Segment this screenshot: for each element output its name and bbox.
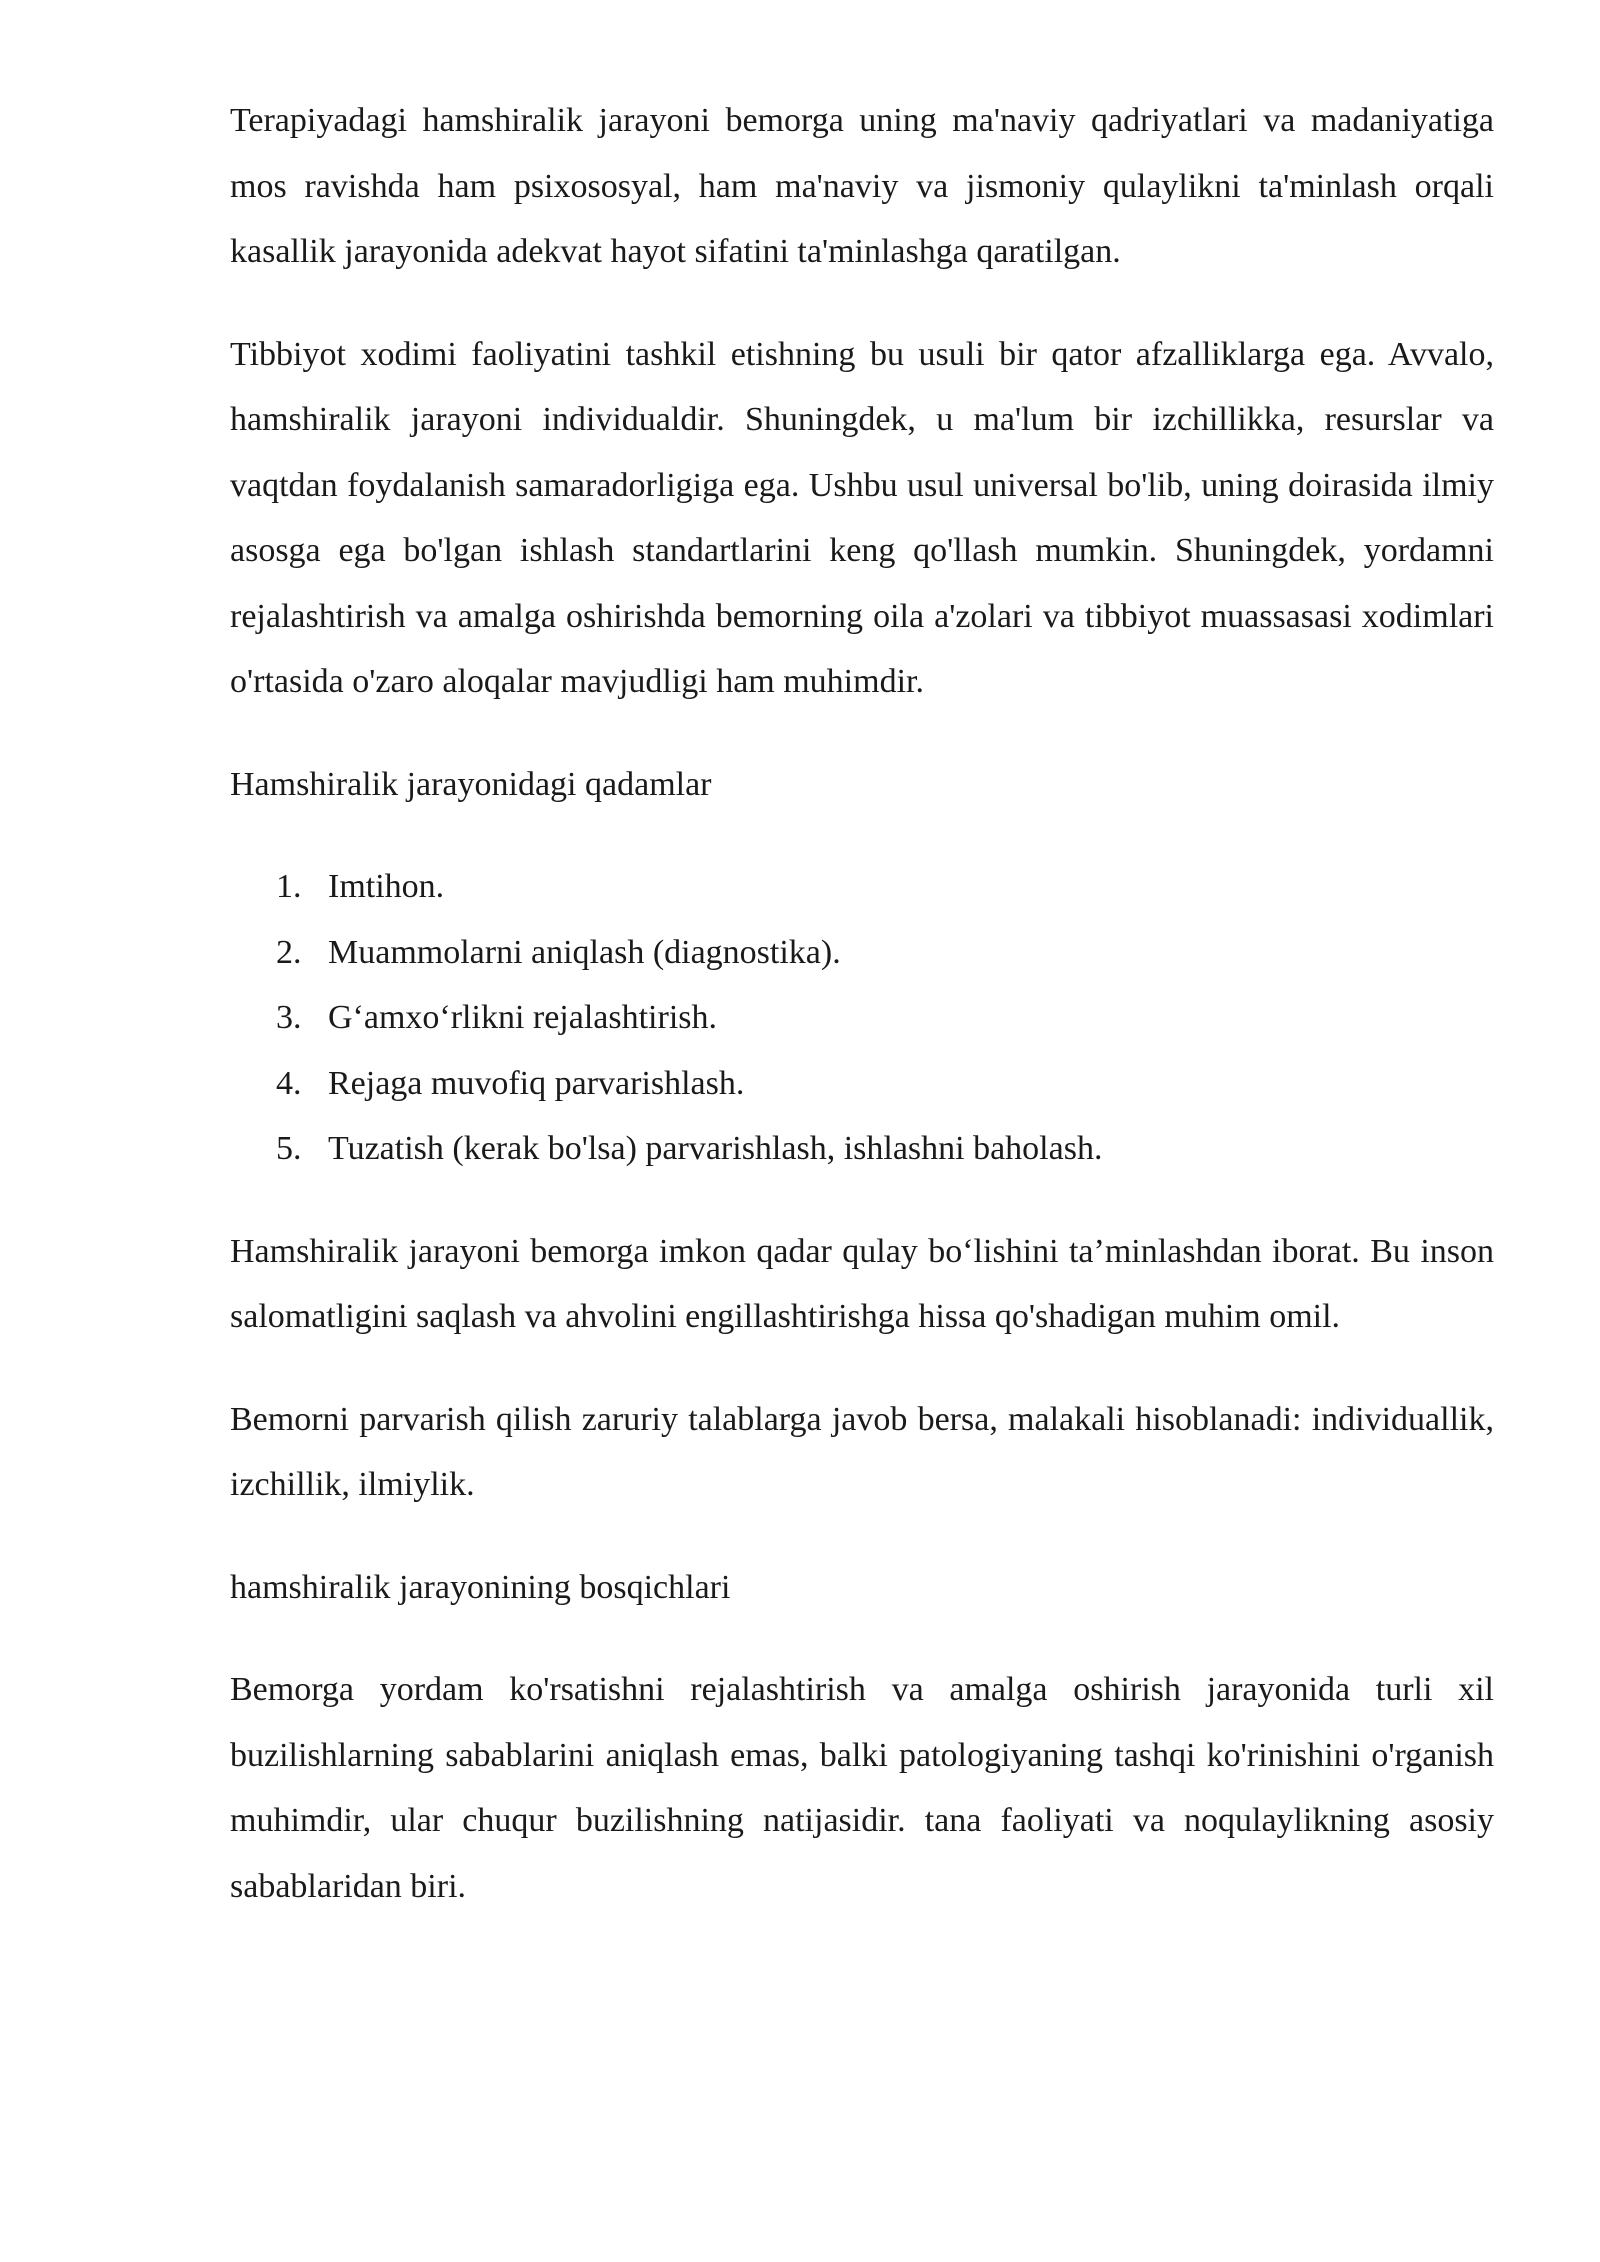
comfort-paragraph: Hamshiralik jarayoni bemorga imkon qadar qulay bo‘lishini ta’minlashdan iborat. Bu inson salomatligini saqlash va ahvolini engillashtirishga hissa qo'shadigan muhim omil. — [230, 1232, 1494, 1335]
steps-list — [230, 854, 1494, 1182]
list-item-number: 1. — [276, 868, 302, 905]
list-item-number: 3. — [276, 999, 302, 1036]
list-item-text: Rejaga muvofiq parvarishlash. — [328, 1064, 745, 1102]
list-item-number: 4. — [276, 1064, 302, 1102]
intro-paragraph: Terapiyadagi hamshiralik jarayoni bemorga uning ma'naviy qadriyatlari va madaniyatiga mos ravishda ham psixososyal, ham ma'naviy va jismoniy qulaylikni ta'minlash orqali kasallik jarayonida adekvat hayot sifatini ta'minlashga qaratilgan. — [230, 102, 1494, 270]
steps-heading: Hamshiralik jarayonidagi qadamlar — [230, 765, 712, 803]
list-item-text: Muammolarni aniqlash (diagnostika). — [328, 933, 841, 971]
list-item — [230, 920, 1494, 986]
list-item-text: G‘amxo‘rlikni rejalashtirish. — [328, 999, 718, 1036]
list-item-text: Tuzatish (kerak bo'lsa) parvarishlash, ishlashni baholash. — [328, 1130, 1103, 1167]
list-item — [230, 854, 1494, 920]
list-item — [230, 985, 1494, 1051]
list-item-number: 2. — [276, 933, 302, 971]
planning-paragraph: Bemorga yordam ko'rsatishni rejalashtirish va amalga oshirish jarayonida turli xil buzilishlarning sabablarini aniqlash emas, balki patologiyaning tashqi ko'rinishini o'rganish muhimdir, ular chuqur buzilishning natijasidir. tana faoliyati va noqulaylikning asosiy sabablaridan biri. — [230, 1671, 1494, 1905]
document-page — [230, 88, 1494, 1956]
requirements-paragraph: Bemorni parvarish qilish zaruriy talablarga javob bersa, malakali hisoblanadi: individuallik, izchillik, ilmiylik. — [230, 1400, 1494, 1503]
advantages-paragraph: Tibbiyot xodimi faoliyatini tashkil etishning bu usuli bir qator afzalliklarga ega. Avvalo, hamshiralik jarayoni individualdir. Shuningdek, u ma'lum bir izchillikka, resurslar va vaqtdan foydalanish samaradorligiga ega. Ushbu usul universal bo'lib, uning doirasida ilmiy asosga ega bo'lgan ishlash standartlarini keng qo'llash mumkin. Shuningdek, yordamni rejalashtirish va amalga oshirishda bemorning oila a'zolari va tibbiyot muassasasi xodimlari o'rtasida o'zaro aloqalar mavjudligi ham muhimdir. — [230, 335, 1494, 700]
list-item-number: 5. — [276, 1130, 302, 1167]
stages-heading: hamshiralik jarayonining bosqichlari — [230, 1568, 731, 1606]
list-item — [230, 1051, 1494, 1117]
list-item — [230, 1116, 1494, 1182]
list-item-text: Imtihon. — [328, 868, 445, 905]
